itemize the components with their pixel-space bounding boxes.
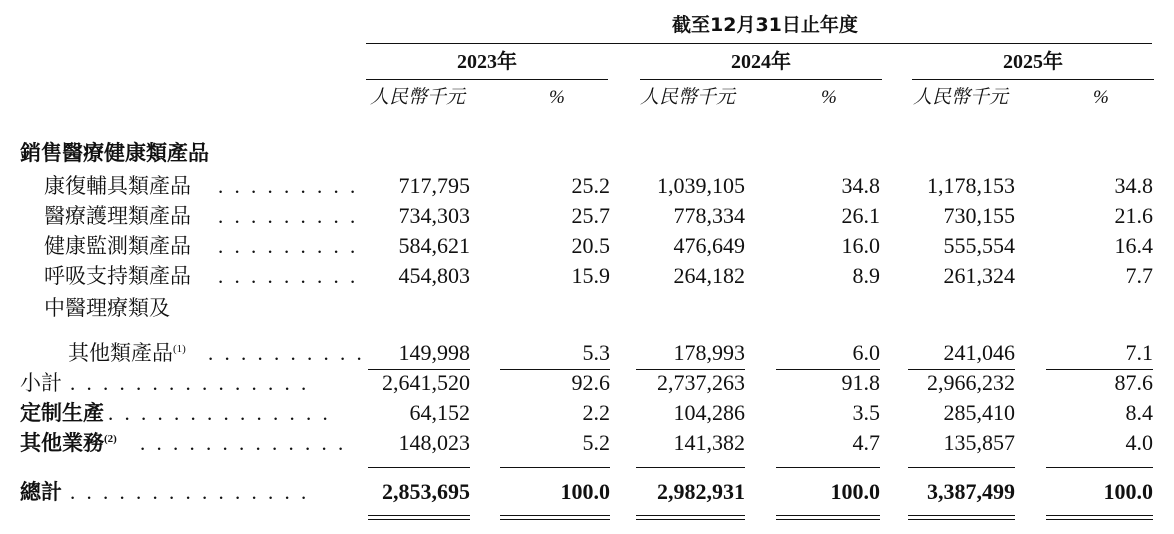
total-double-rule-f (1046, 515, 1153, 516)
value-2023: 454,803 (398, 263, 470, 288)
pct-2025: 4.0 (1125, 430, 1153, 455)
table-row (0, 398, 1174, 428)
value-2024: 2,737,263 (657, 370, 745, 395)
value-2025: 241,046 (943, 340, 1015, 365)
pct-2024: 6.0 (852, 340, 880, 365)
year-rule-2025 (912, 79, 1154, 80)
leader-dots: . . . . . . . . . (218, 174, 359, 198)
section-label: 銷售醫療健康類產品 (20, 141, 209, 165)
row-label (20, 428, 117, 458)
pct-2024: 3.5 (852, 400, 880, 425)
table-row (0, 338, 1174, 368)
row-label: 醫療護理類產品 (44, 204, 191, 228)
pct-2023: 2.2 (582, 400, 610, 425)
total-double-rule-c (636, 515, 745, 516)
row-label: 定制生產 (20, 401, 104, 425)
total-double-rule-f (1046, 519, 1153, 520)
value-2025: 261,324 (943, 263, 1015, 288)
leader-dots: . . . . . . . . . . . . . . . (70, 480, 310, 504)
leader-dots: . . . . . . . . . (218, 204, 359, 228)
year-rule-2023 (366, 79, 608, 80)
footnote-marker: (1) (173, 343, 186, 355)
table-row (0, 477, 1174, 507)
value-2023: 2,641,520 (382, 370, 470, 395)
value-2025: 3,387,499 (927, 479, 1015, 504)
total-double-rule-d (776, 519, 880, 520)
year-header-2023: 2023年 (457, 51, 517, 73)
period-header: 截至12月31日止年度 (672, 14, 858, 36)
value-2024: 476,649 (673, 233, 745, 258)
table-row (0, 261, 1174, 291)
value-2023: 64,152 (409, 400, 470, 425)
pct-2025: 21.6 (1114, 203, 1153, 228)
pct-2024: 16.0 (841, 233, 880, 258)
table-row (0, 293, 1174, 323)
pct-label-2024: % (821, 87, 837, 108)
total-double-rule-e (908, 519, 1015, 520)
total-double-rule-a (368, 519, 470, 520)
value-2023: 584,621 (398, 233, 470, 258)
value-2023: 2,853,695 (382, 479, 470, 504)
value-2025: 2,966,232 (927, 370, 1015, 395)
value-2024: 2,982,931 (657, 479, 745, 504)
pct-2023: 25.7 (571, 203, 610, 228)
table-row (0, 201, 1174, 231)
pct-2025: 87.6 (1114, 370, 1153, 395)
row-label-text: 其他業務 (20, 431, 104, 455)
row-label: 康復輔具類產品 (44, 174, 191, 198)
value-2023: 734,303 (398, 203, 470, 228)
table-row (0, 171, 1174, 201)
table-row (0, 428, 1174, 458)
total-rule-2024-pct (776, 467, 880, 468)
pct-label-2025: % (1093, 87, 1109, 108)
pct-2025: 7.7 (1125, 263, 1153, 288)
year-rule-2024 (640, 79, 882, 80)
pct-2024: 26.1 (841, 203, 880, 228)
leader-dots: . . . . . . . . . (218, 234, 359, 258)
pct-2023: 15.9 (571, 263, 610, 288)
row-label: 中醫理療類及 (44, 296, 170, 320)
pct-2025: 100.0 (1103, 479, 1153, 504)
row-label (68, 338, 186, 368)
period-rule (366, 43, 1152, 44)
value-2025: 555,554 (943, 233, 1015, 258)
pct-2025: 7.1 (1125, 340, 1153, 365)
leader-dots: . . . . . . . . . . . . . (140, 431, 347, 455)
value-2024: 104,286 (673, 400, 745, 425)
pct-label-2023: % (549, 87, 565, 108)
pct-2025: 16.4 (1114, 233, 1153, 258)
pct-2023: 20.5 (571, 233, 610, 258)
unit-label-2025: 人民幣千元 (913, 87, 1009, 108)
pct-2023: 92.6 (571, 370, 610, 395)
value-2024: 178,993 (673, 340, 745, 365)
total-rule-2025-pct (1046, 467, 1153, 468)
pct-2024: 8.9 (852, 263, 880, 288)
pct-2023: 5.3 (582, 340, 610, 365)
pct-2024: 100.0 (830, 479, 880, 504)
row-label: 總計 (20, 480, 62, 504)
leader-dots: . . . . . . . . . . . . . . . (70, 371, 310, 395)
pct-2024: 4.7 (852, 430, 880, 455)
value-2024: 264,182 (673, 263, 745, 288)
value-2025: 135,857 (943, 430, 1015, 455)
total-double-rule-a (368, 515, 470, 516)
value-2023: 717,795 (398, 173, 470, 198)
year-header-2024: 2024年 (731, 51, 791, 73)
value-2025: 1,178,153 (927, 173, 1015, 198)
unit-label-2024: 人民幣千元 (640, 87, 736, 108)
total-double-rule-b (500, 519, 610, 520)
pct-2024: 91.8 (841, 370, 880, 395)
value-2025: 730,155 (943, 203, 1015, 228)
value-2024: 141,382 (673, 430, 745, 455)
leader-dots: . . . . . . . . . (218, 264, 359, 288)
table-row (0, 368, 1174, 398)
total-double-rule-c (636, 519, 745, 520)
total-rule-2025 (908, 467, 1015, 468)
row-label: 健康監測類產品 (44, 234, 191, 258)
pct-2023: 25.2 (571, 173, 610, 198)
total-double-rule-b (500, 515, 610, 516)
pct-2023: 5.2 (582, 430, 610, 455)
year-header-2025: 2025年 (1003, 51, 1063, 73)
leader-dots: . . . . . . . . . . . . . . (108, 401, 331, 425)
total-rule-2023 (368, 467, 470, 468)
row-label-text: 其他類產品 (68, 341, 173, 365)
pct-2023: 100.0 (560, 479, 610, 504)
row-label: 呼吸支持類產品 (44, 264, 191, 288)
total-double-rule-e (908, 515, 1015, 516)
table-row (0, 138, 1174, 168)
pct-2025: 8.4 (1125, 400, 1153, 425)
footnote-marker: (2) (104, 433, 117, 445)
value-2024: 778,334 (673, 203, 745, 228)
value-2023: 148,023 (398, 430, 470, 455)
row-label: 小計 (20, 371, 62, 395)
table-row (0, 231, 1174, 261)
pct-2025: 34.8 (1114, 173, 1153, 198)
pct-2024: 34.8 (841, 173, 880, 198)
unit-label-2023: 人民幣千元 (370, 87, 466, 108)
total-rule-2024 (636, 467, 745, 468)
leader-dots: . . . . . . . . . . (208, 341, 365, 365)
total-rule-2023-pct (500, 467, 610, 468)
value-2025: 285,410 (943, 400, 1015, 425)
value-2023: 149,998 (398, 340, 470, 365)
total-double-rule-d (776, 515, 880, 516)
value-2024: 1,039,105 (657, 173, 745, 198)
